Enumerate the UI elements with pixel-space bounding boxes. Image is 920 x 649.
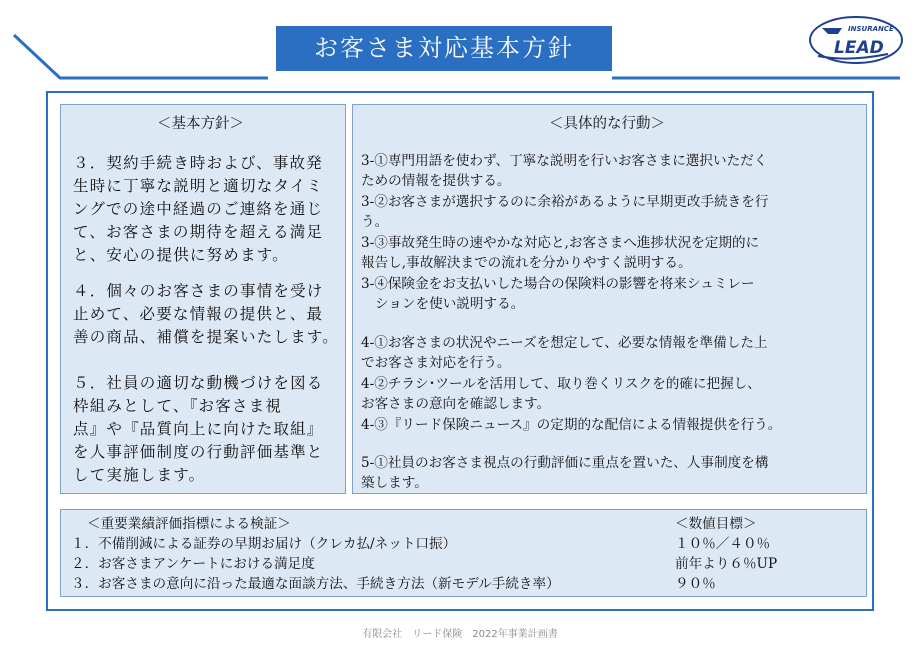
kpi-heading: ＜重要業績評価指標による検証＞ — [87, 516, 291, 532]
kpi-target-heading: ＜数値目標＞ — [675, 516, 757, 532]
action-line: 築します。 — [361, 475, 428, 491]
logo-small-text: INSURANCE — [848, 25, 894, 33]
action-line: ションを使い説明する。 — [375, 296, 525, 312]
action-line: う。 — [361, 214, 389, 230]
policy-paragraph-5 — [73, 372, 343, 487]
policy-paragraph-4 — [73, 280, 343, 349]
action-line: 3-④保険金をお支払いした場合の保険料の影響を将来シュミレー — [361, 276, 755, 292]
logo-main-text: LEAD — [834, 38, 884, 58]
text-line: ３．契約手続き時および、事故発 — [73, 154, 323, 172]
action-line: 3-③事故発生時の速やかな対応と,お客さまへ進捗状況を定期的に — [361, 235, 760, 251]
action-line: 5-①社員のお客さま視点の行動評価に重点を置いた、人事制度を構 — [361, 455, 769, 471]
kpi-panel — [60, 509, 867, 597]
action-line: 4-③『リード保険ニュース』の定期的な配信による情報提供を行う。 — [361, 417, 782, 433]
policy-paragraph-3 — [73, 152, 343, 267]
kpi-item-target: 前年より６％UP — [675, 556, 778, 572]
text-line: を人事評価制度の行動評価基準と — [73, 443, 324, 461]
action-line: ための情報を提供する。 — [361, 173, 511, 189]
action-line: お客さまの意向を確認します。 — [361, 396, 551, 412]
lead-insurance-logo — [808, 14, 904, 66]
basic-policy-panel — [60, 104, 346, 494]
concrete-actions-panel — [352, 104, 867, 494]
kpi-item-target: ９０％ — [675, 576, 716, 592]
action-line: 4-②チラシ･ツールを活用して、取り巻くリスクを的確に把握し、 — [361, 376, 761, 392]
page-footer: 有限会社 リード保険 2022年事業計画書 — [362, 629, 558, 640]
text-line: 善の商品、補償を提案いたします。 — [73, 328, 339, 346]
action-line: でお客さま対応を行う。 — [361, 355, 511, 371]
action-line: 3-①専門用語を使わず、丁寧な説明を行いお客さまに選択いただく — [361, 153, 768, 169]
text-line: て、お客さまの期待を超える満足 — [73, 223, 324, 241]
action-line: 3-②お客さまが選択するのに余裕があるように早期更改手続きを行 — [361, 194, 769, 210]
action-line: 4-①お客さまの状況やニーズを想定して、必要な情報を準備した上 — [361, 335, 768, 351]
text-line: 点』や『品質向上に向けた取組』 — [73, 420, 324, 438]
text-line: 枠組みとして、『お客さま視 — [73, 397, 283, 415]
text-line: 止めて、必要な情報の提供と、最 — [73, 305, 324, 323]
kpi-item-target: １０％／４０％ — [675, 536, 771, 552]
text-line: して実施します。 — [73, 466, 206, 484]
text-line: 生時に丁寧な説明と適切なタイミ — [73, 177, 324, 195]
kpi-item-label: １．不備削減による証券の早期お届け（クレカ払/ネット口振） — [71, 536, 457, 552]
text-line: ５．社員の適切な動機づけを図る — [73, 374, 324, 392]
text-line: ングでの途中経過のご連絡を通じ — [73, 200, 324, 218]
page-title: お客さま対応基本方針 — [276, 26, 612, 71]
action-line: 報告し,事故解決までの流れを分かりやすく説明する。 — [361, 255, 692, 271]
text-line: ４．個々のお客さまの事情を受け — [73, 282, 324, 300]
basic-policy-heading: ＜基本方針＞ — [157, 116, 244, 132]
kpi-item-label: ３．お客さまの意向に沿った最適な面談方法、手続き方法（新モデル手続き率） — [71, 576, 560, 592]
kpi-item-label: ２．お客さまアンケートにおける満足度 — [71, 556, 315, 572]
text-line: と、安心の提供に努めます。 — [73, 246, 289, 264]
concrete-actions-heading: ＜具体的な行動＞ — [549, 116, 665, 132]
